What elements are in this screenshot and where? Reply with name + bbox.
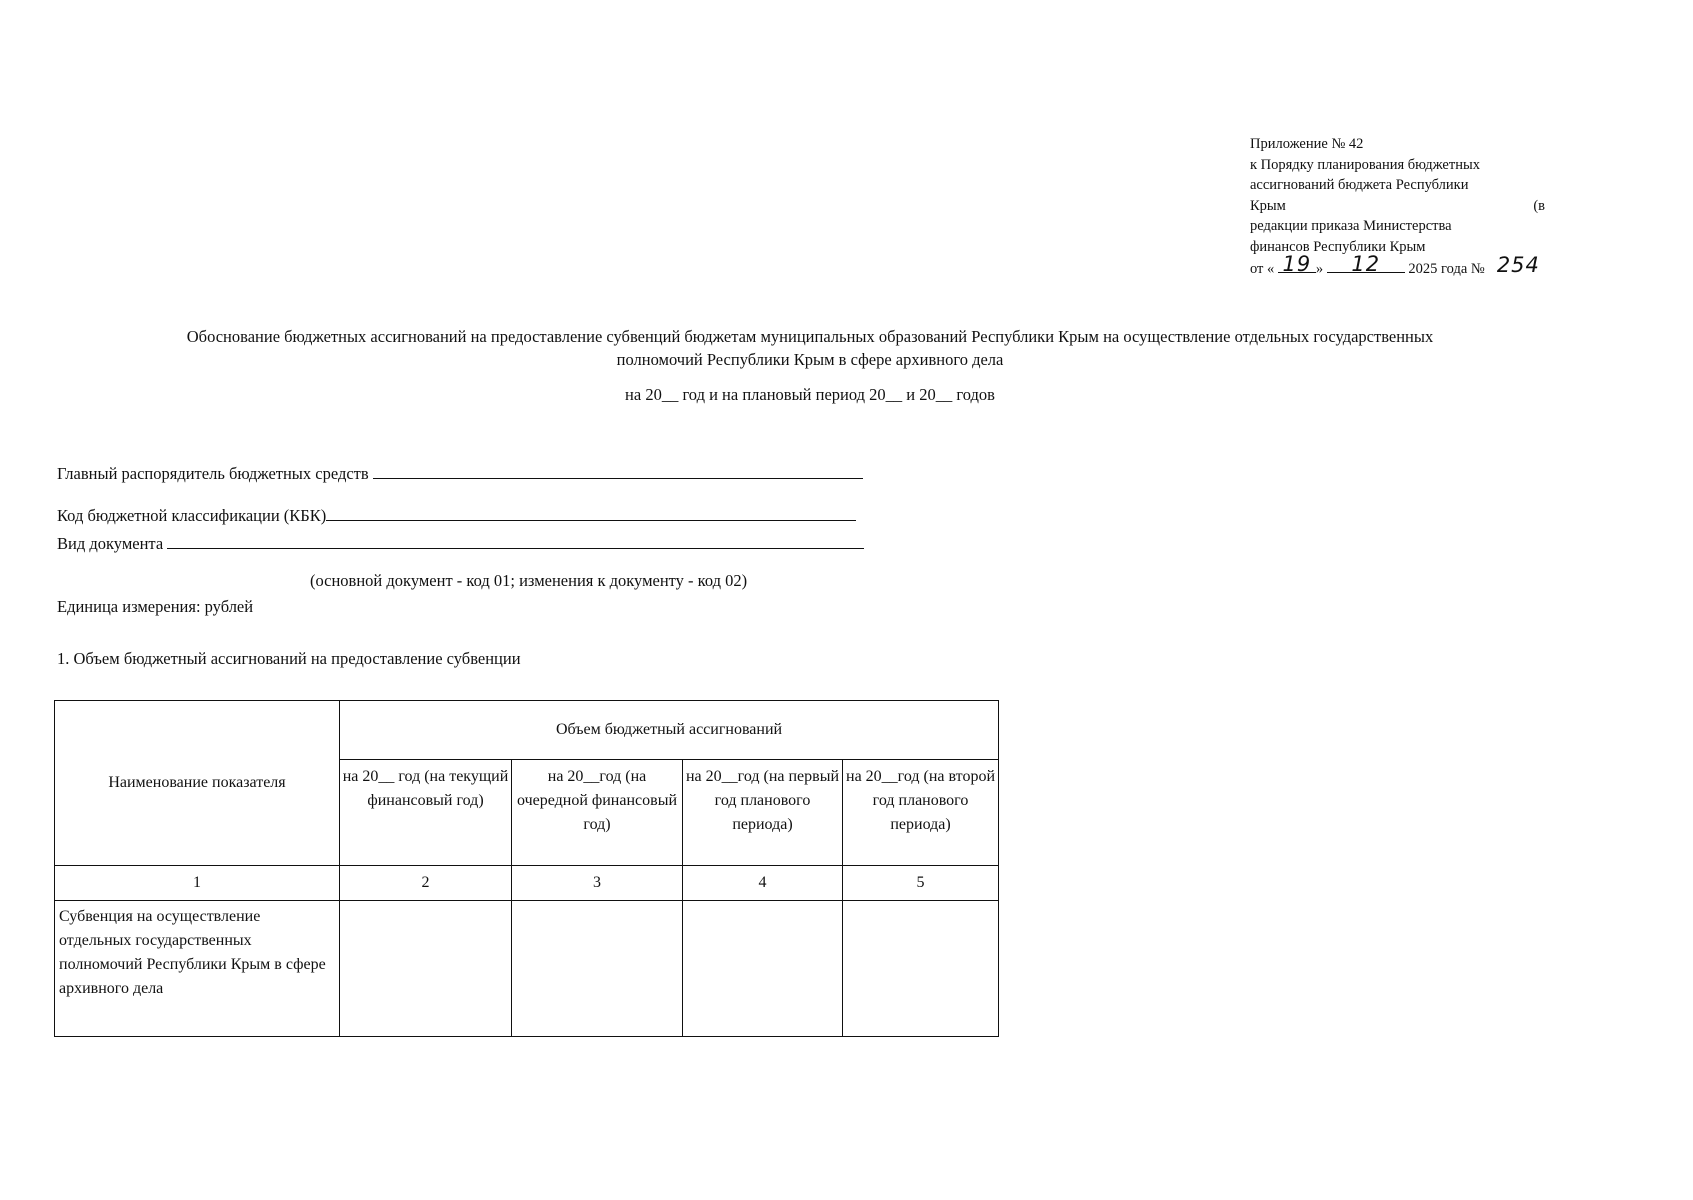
chief-manager-label: Главный распорядитель бюджетных средств [57, 464, 369, 483]
date-mid: » [1315, 261, 1324, 277]
section-1-title: 1. Объем бюджетный ассигнований на предоставление субвенции [57, 649, 521, 668]
title-line: полномочий Республики Крым в сфере архивного дела [616, 350, 1004, 369]
planning-period: на 20__ год и на плановый период 20__ и 20__ годов [625, 385, 995, 404]
column-number: 4 [683, 866, 843, 901]
column-header: на 20__ год (на текущий финансовый год) [340, 760, 512, 866]
date-day-handwritten: 19 [1282, 252, 1312, 276]
order-number-handwritten: 254 [1496, 253, 1540, 277]
appendix-line: ассигнований бюджета Республики [1250, 177, 1469, 193]
appendix-line: финансов Республики Крым [1250, 238, 1426, 255]
date-day-blank [1278, 252, 1316, 276]
unit-label: Единица измерения: рублей [57, 597, 254, 616]
indicator-header: Наименование показателя [55, 701, 340, 866]
title-line: Обоснование бюджетных ассигнований на предоставление субвенций бюджетам муниципальных образований Республики Крым на осуществление отдельных государственных [186, 327, 1434, 346]
appendix-line [1250, 196, 1545, 217]
table-row [55, 901, 999, 1037]
appendix-block [1250, 134, 1560, 280]
appendix-line: редакции приказа Министерства [1250, 218, 1452, 234]
column-number: 2 [340, 866, 512, 901]
date-year-text: 2025 года № [1408, 261, 1485, 277]
appendix-line: к Порядку планирования бюджетных [1250, 156, 1480, 173]
volume-header: Объем бюджетный ассигнований [340, 701, 999, 760]
budget-table [54, 700, 999, 1037]
doc-type-label: Вид документа [57, 534, 164, 553]
chief-manager-field [57, 463, 863, 484]
column-number-row [55, 866, 999, 901]
kbk-label: Код бюджетной классификации (КБК) [57, 506, 327, 525]
row-value-cell[interactable] [512, 901, 683, 1037]
row-value-cell[interactable] [340, 901, 512, 1037]
column-number: 5 [843, 866, 999, 901]
kbk-blank[interactable] [326, 505, 856, 521]
column-header: на 20__год (на первый год планового периода) [683, 760, 843, 866]
chief-manager-blank[interactable] [373, 463, 863, 479]
row-value-cell[interactable] [683, 901, 843, 1037]
doc-type-blank[interactable] [167, 533, 864, 549]
date-month-blank [1327, 252, 1405, 276]
column-header: на 20__год (на очередной финансовый год) [512, 760, 683, 866]
appendix-line-left: Крым [1250, 197, 1286, 214]
column-number: 1 [55, 866, 340, 901]
document-title [60, 325, 1560, 371]
appendix-number: Приложение № 42 [1250, 136, 1364, 152]
order-number-blank [1488, 253, 1548, 277]
appendix-date [1250, 252, 1560, 280]
date-prefix: от « [1250, 261, 1275, 277]
doc-type-note: (основной документ - код 01; изменения к документу - код 02) [310, 571, 748, 590]
column-header: на 20__год (на второй год планового периода) [843, 760, 999, 866]
appendix-line-right: (в [1533, 197, 1545, 214]
column-number: 3 [512, 866, 683, 901]
date-month-handwritten: 12 [1351, 252, 1381, 276]
doc-type-field [57, 533, 864, 554]
kbk-field [57, 505, 856, 526]
row-indicator-name: Субвенция на осуществление отдельных государственных полномочий Республики Крым в сфере архивного дела [55, 901, 340, 1037]
row-value-cell[interactable] [843, 901, 999, 1037]
